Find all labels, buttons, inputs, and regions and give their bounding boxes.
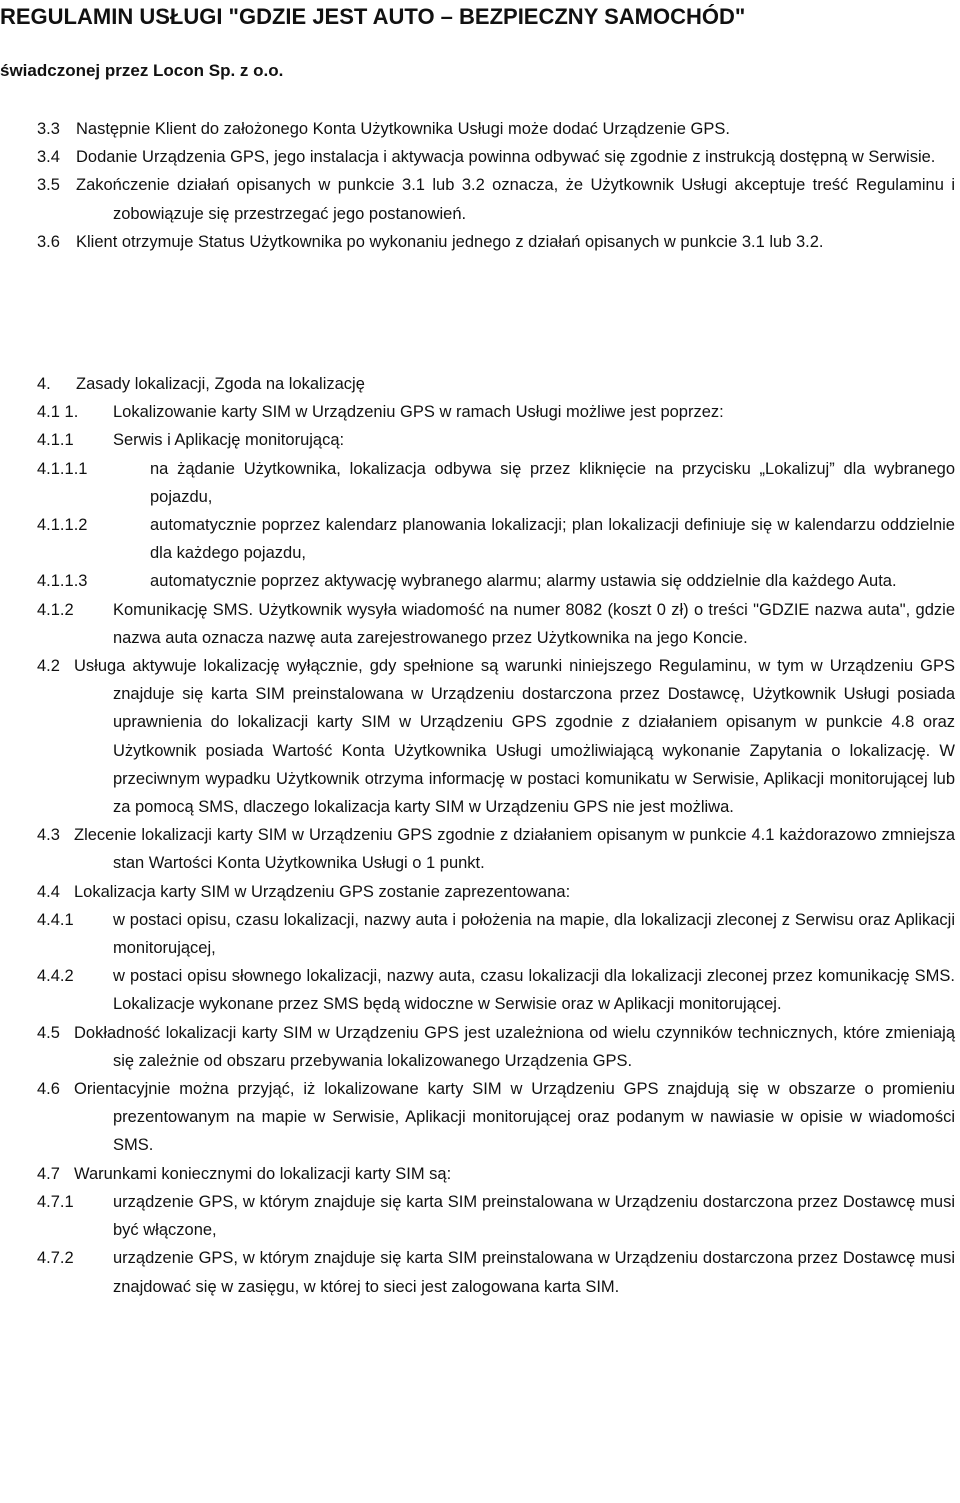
clause-number: 4.1.1.3 (37, 572, 88, 591)
clause-text: Orientacyjnie można przyjąć, iż lokalizowane karty SIM w Urządzeniu GPS znajdują się w obszarze o promieniu prezentowanym na mapie w Serwisie, Aplikacji monitorującej oraz podanym w nawiasie w opisie w wiadomości SMS. (74, 1080, 955, 1155)
clause-4-1-1-sub (37, 426, 955, 454)
clause-number: 4.3 (37, 826, 60, 845)
clause-3-5 (37, 171, 955, 227)
clause-4-6 (37, 1075, 955, 1160)
clause-text: Zakończenie działań opisanych w punkcie 3.1 lub 3.2 oznacza, że Użytkownik Usługi akceptuje treść Regulaminu i zobowiązuje się przestrzegać jego postanowień. (76, 176, 955, 223)
document-title: REGULAMIN USŁUGI "GDZIE JEST AUTO – BEZPIECZNY SAMOCHÓD" (0, 4, 746, 29)
clause-text: Klient otrzymuje Status Użytkownika po wykonaniu jednego z działań opisanych w punkcie 3.1 lub 3.2. (76, 232, 824, 251)
clause-4-1-1-3 (37, 567, 955, 595)
section-heading: Zasady lokalizacji, Zgoda na lokalizację (76, 375, 365, 393)
clause-text: Zlecenie lokalizacji karty SIM w Urządzeniu GPS zgodnie z działaniem opisanym w punkcie 4.1 każdorazowo zmniejsza stan Wartości Konta Użytkownika Usługi o 1 punkt. (74, 826, 955, 873)
clause-text: Następnie Klient do założonego Konta Użytkownika Usługi może dodać Urządzenie GPS. (76, 120, 730, 138)
clause-number: 3.6 (37, 232, 60, 251)
clause-number: 4.4.2 (37, 967, 74, 986)
clause-text: Warunkami koniecznymi do lokalizacji karty SIM są: (74, 1164, 452, 1183)
clause-number: 4.7 (37, 1164, 60, 1183)
clause-3-3 (37, 115, 955, 143)
clause-text: Usługa aktywuje lokalizację wyłącznie, gdy spełnione są warunki niniejszego Regulaminu, w tym w Urządzeniu GPS znajduje się karta SIM preinstalowana w Urządzeniu dostarczona przez Dostawcę, Użytkownik Usługi posiada uprawnienia do lokalizacji karty SIM w Urządzeniu GPS zgodnie z działaniem opisanym w punkcie 4.8 oraz Użytkownik posiada Wartość Konta Użytkownika Usługi umożliwiającą wykonanie Zapytania o lokalizację. W przeciwnym wypadku Użytkownik otrzyma informację w postaci komunikatu w Serwisie, Aplikacji monitorującej lub za pomocą SMS, dlaczego lokalizacja karty SIM w Urządzeniu GPS nie jest możliwa. (74, 657, 955, 817)
section-number: 4. (37, 375, 51, 393)
clause-3-4 (37, 143, 955, 171)
section-4 (37, 370, 955, 1301)
clause-4-1-1-2 (37, 511, 955, 567)
clause-4-5 (37, 1019, 955, 1075)
clause-text: Dodanie Urządzenia GPS, jego instalacja i aktywacja powinna odbywać się zgodnie z instrukcją dostępną w Serwisie. (76, 148, 936, 167)
clause-text: Dokładność lokalizacji karty SIM w Urządzeniu GPS jest uzależniona od wielu czynników technicznych, które zmieniają się zależnie od obszaru przebywania lokalizowanego Urządzenia GPS. (74, 1023, 955, 1070)
clause-text: urządzenie GPS, w którym znajduje się karta SIM preinstalowana w Urządzeniu dostarczona przez Dostawcę musi być włączone, (113, 1192, 955, 1240)
clause-number: 4.1 1. (37, 403, 79, 422)
clause-number: 3.5 (37, 176, 60, 195)
clause-4-1-2 (37, 596, 955, 652)
clause-number: 4.6 (37, 1080, 60, 1099)
clause-number: 4.7.1 (37, 1192, 74, 1211)
clause-text: w postaci opisu, czasu lokalizacji, nazwy auta i położenia na mapie, dla lokalizacji zleconej z Serwisu oraz Aplikacji monitorującej, (113, 910, 955, 958)
clause-number: 4.4 (37, 882, 60, 901)
clause-4-7 (37, 1160, 955, 1188)
clause-4-1-1-1 (37, 455, 955, 511)
clause-number: 4.1.2 (37, 600, 74, 619)
clause-text: Serwis i Aplikację monitorującą: (113, 431, 345, 450)
clause-number: 4.1.1.2 (37, 516, 88, 535)
clause-4-4 (37, 878, 955, 906)
clause-text: urządzenie GPS, w którym znajduje się karta SIM preinstalowana w Urządzeniu dostarczona przez Dostawcę musi znajdować się w zasięgu, w której to sieci jest zalogowana karta SIM. (113, 1249, 955, 1296)
clause-4-7-1 (37, 1188, 955, 1244)
clause-3-6 (37, 228, 955, 256)
clause-number: 4.7.2 (37, 1249, 74, 1268)
section-3 (37, 115, 955, 256)
clause-4-7-2 (37, 1244, 955, 1300)
clause-number: 3.3 (37, 120, 60, 138)
clause-number: 3.4 (37, 148, 60, 167)
document-subtitle: świadczonej przez Locon Sp. z o.o. (0, 61, 284, 80)
clause-number: 4.1.1.1 (37, 459, 88, 478)
clause-number: 4.2 (37, 657, 60, 676)
clause-text: Lokalizacja karty SIM w Urządzeniu GPS zostanie zaprezentowana: (74, 882, 571, 901)
clause-number: 4.5 (37, 1023, 60, 1042)
clause-4-2 (37, 652, 955, 821)
clause-text: automatycznie poprzez aktywację wybranego alarmu; alarmy ustawia się oddzielnie dla każdego Auta. (150, 572, 897, 591)
clause-4-1-1 (37, 398, 955, 426)
clause-text: Lokalizowanie karty SIM w Urządzeniu GPS w ramach Usługi możliwe jest poprzez: (113, 403, 724, 422)
clause-text: automatycznie poprzez kalendarz planowania lokalizacji; plan lokalizacji definiuje się w kalendarzu oddzielnie dla każdego pojazdu, (150, 516, 955, 563)
clause-4-3 (37, 821, 955, 877)
clause-text: Komunikację SMS. Użytkownik wysyła wiadomość na numer 8082 (koszt 0 zł) o treści "GDZIE nazwa auta", gdzie nazwa auta oznacza nazwę auta zarejestrowanego przez Użytkownika na jego Koncie. (113, 600, 955, 647)
clause-number: 4.1.1 (37, 431, 74, 450)
clause-4-4-1 (37, 906, 955, 962)
clause-text: na żądanie Użytkownika, lokalizacja odbywa się przez kliknięcie na przycisku „Lokalizuj” dla wybranego pojazdu, (150, 459, 955, 506)
clause-4-4-2 (37, 962, 955, 1018)
clause-text: w postaci opisu słownego lokalizacji, nazwy auta, czasu lokalizacji dla lokalizacji zleconej przez komunikację SMS. Lokalizacje wykonane przez SMS będą widoczne w Serwisie oraz w Aplikacji monitorującej. (113, 967, 955, 1014)
section-4-heading (37, 370, 955, 398)
clause-number: 4.4.1 (37, 910, 74, 929)
